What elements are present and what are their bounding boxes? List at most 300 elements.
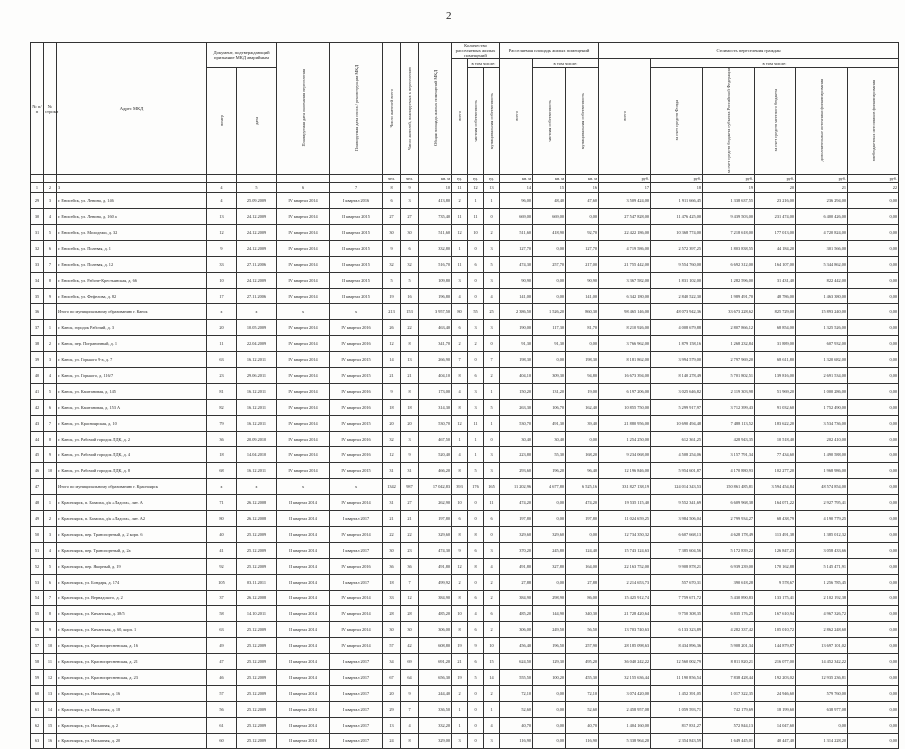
table-cell: 691,20 [419,654,452,670]
table-row [31,622,899,638]
table-cell: 11 [452,183,468,193]
table-cell [44,304,57,320]
table-cell: 0,00 [848,447,899,463]
table-cell: 63 [31,733,44,749]
table-cell: 27 [401,209,419,225]
table-cell: IV квартал 2015 [330,415,383,431]
table-cell: 9 [44,288,57,304]
table-cell: 25.12.2009 [237,542,277,558]
table-cell: 608,80 [419,638,452,654]
header-demolition-date: Планируемая дата сноса / реконструкции МКД [330,43,383,175]
table-cell: г. Канск, ул. Рабочий городок ЛДК, д. 4 [57,447,207,463]
table-cell: 0,00 [566,336,599,352]
table-cell: 16.12.2011 [237,383,277,399]
table-cell: 49 [31,511,44,527]
table-cell: 1 989 491,70 [703,288,755,304]
table-cell: 11 [484,495,500,511]
table-cell: 491,80 [419,558,452,574]
table-cell: 3 367 582,00 [599,272,651,288]
header-plan-date: Планируемая дата окончания переселения [277,43,330,175]
table-cell: 213 [383,304,401,320]
table-cell: I квартал 2017 [330,511,383,527]
table-cell: 0,00 [848,685,899,701]
table-cell: 30,40 [500,431,533,447]
table-cell: 47,60 [566,193,599,209]
table-cell: 262,90 [419,495,452,511]
table-cell: 17 [207,288,237,304]
table-cell: 1 [468,447,484,463]
table-cell: 1 256 785,45 [796,574,848,590]
table-cell: 0 [468,272,484,288]
table-cell: 40,70 [500,717,533,733]
table-cell: 8 [401,733,419,749]
table-cell: 516,70 [419,256,452,272]
table-cell: 266,90 [419,352,452,368]
table-row [31,383,899,399]
table-cell: г. Красноярск, ул. Кичанская, д. 38/5 [57,606,207,622]
table-cell: 90,90 [566,272,599,288]
table-cell: 3 157 791,34 [703,447,755,463]
table-cell: 6 [468,590,484,606]
table-cell: IV квартал 2014 [277,288,330,304]
table-cell: 22 [401,526,419,542]
table-cell: 81 [207,383,237,399]
table-cell: 18 199,60 [755,701,796,717]
table-cell: 71 [207,495,237,511]
table-cell: г. Канск, пер. Пограничный, д. 1 [57,336,207,352]
table-cell: 8 [44,272,57,288]
table-cell: 1 [484,383,500,399]
table-cell: 6 [44,399,57,415]
table-cell: чел. [401,175,419,183]
table-cell: 0,00 [533,733,566,749]
table-cell: 499,92 [419,574,452,590]
table-cell: 3 [401,193,419,209]
table-cell: 47 [31,479,44,495]
table-cell: 24.12.2009 [237,272,277,288]
table-cell: 3 [452,272,468,288]
table-cell: IV квартал 2014 [277,415,330,431]
table-row [31,256,899,272]
table-cell: 467,50 [419,431,452,447]
table-cell: 393 [452,479,468,495]
table-cell: 485,20 [500,606,533,622]
table-cell: 306,00 [500,622,533,638]
table-cell: 4 [452,383,468,399]
table-cell: 72,10 [500,685,533,701]
table-cell: 55 [468,304,484,320]
table-cell: x [330,479,383,495]
table-cell: 329,60 [500,526,533,542]
table-cell: 0,00 [848,415,899,431]
table-cell: г. Красноярск, п. Базаиха, д/к «Ладога», лит. А [57,495,207,511]
table-cell: г. Красноярск, ул. Насыпная, д. 20 [57,733,207,749]
table-cell: 63 [207,352,237,368]
table-cell: 8 [383,183,401,193]
table-cell: г. Енисейск, ул. Молодежи, д. 32 [57,225,207,241]
table-cell: 1 282 596,00 [703,272,755,288]
table-body [31,175,899,749]
table-cell: 15 [484,654,500,670]
table-cell: 100,20 [533,669,566,685]
table-cell: 9 [383,240,401,256]
table-cell: 5 430 890,83 [703,590,755,606]
table-cell: 21 728 420,64 [599,606,651,622]
table-cell: Итого по муниципальному образованию г. Канск [57,304,207,320]
table-cell: 5 908 201,34 [703,638,755,654]
table-cell: 9 [44,447,57,463]
table-cell: 5 344 862,00 [796,256,848,272]
header-cost: Стоимость переселения граждан [599,43,899,59]
table-cell: кв. м [566,175,599,183]
table-row [31,542,899,558]
table-cell: 126 847,23 [755,542,796,558]
table-cell: II квартал 2015 [330,256,383,272]
table-cell: 11 [452,209,468,225]
table-cell: 7 [484,352,500,368]
table-cell: 5 338 964,20 [599,733,651,749]
table-cell: 10 690 494,48 [651,415,703,431]
table-cell: 4 282 337,42 [703,622,755,638]
table-cell: IV квартал 2014 [277,352,330,368]
table-cell: 236 294,00 [796,193,848,209]
header-address: Адрес МКД [57,43,207,175]
table-cell: 55,30 [533,447,566,463]
table-cell: 13 [207,209,237,225]
table-cell: 15 425 912,74 [599,590,651,606]
table-cell: I квартал 2017 [330,685,383,701]
table-cell: 2 [484,225,500,241]
table-cell: II квартал 2014 [277,638,330,654]
table-cell: 16 [44,733,57,749]
table-cell: IV квартал 2014 [277,383,330,399]
header-rooms-incl: в том числе: [468,59,500,68]
table-cell: 1 059 593,71 [651,701,703,717]
table-cell: 91,30 [533,336,566,352]
table-cell: 27 [383,209,401,225]
table-cell: 245,80 [533,542,566,558]
table-cell: 0,00 [533,288,566,304]
table-cell: г. Енисейск, ул. Ленина, д. 160 а [57,209,207,225]
table-cell: 0 [484,336,500,352]
table-cell: 94,80 [566,368,599,384]
table-cell: 144,90 [533,606,566,622]
table-cell: 511,60 [419,225,452,241]
table-cell: 0 [484,526,500,542]
table-cell: 39 [31,352,44,368]
table-cell: г. Красноярск, ул. Краснопресненская, д. 21 [57,654,207,670]
table-cell: 36 040 242,22 [599,654,651,670]
table-cell: 16 [401,288,419,304]
table-cell: 293,60 [500,463,533,479]
table-cell: руб. [755,175,796,183]
table-cell: I квартал 2017 [330,574,383,590]
table-cell: 263,30 [500,399,533,415]
table-cell: 1 463 380,00 [796,288,848,304]
table-cell: I квартал 2017 [330,717,383,733]
table-cell: 4 [468,606,484,622]
table-cell: 332,20 [419,717,452,733]
table-cell: x [207,479,237,495]
table-cell: 64 [401,669,419,685]
table-cell: 80 [207,511,237,527]
table-cell: г. Канск, ул. Горького, д. 116/7 [57,368,207,384]
table-cell: 21 755 442,00 [599,256,651,272]
table-cell: 25.12.2009 [237,669,277,685]
table-cell: 8 181 862,00 [599,352,651,368]
table-cell: 0,00 [848,272,899,288]
table-cell: 463,40 [419,320,452,336]
table-cell: II квартал 2015 [330,225,383,241]
table-cell: 57 [383,638,401,654]
table-cell: 197,80 [500,511,533,527]
table-cell: 16 673 394,00 [599,368,651,384]
table-cell [44,479,57,495]
table-cell: 370,20 [500,542,533,558]
table-cell: IV квартал 2016 [330,558,383,574]
table-cell: 1 [468,431,484,447]
table-cell: 3 025 646,82 [651,383,703,399]
table-row [31,463,899,479]
table-cell: 60 [31,685,44,701]
table-cell: 3 509 424,00 [599,193,651,209]
table-cell: 22 422 186,00 [599,225,651,241]
table-cell: 56 [207,701,237,717]
table-cell: 10.05.2009 [237,320,277,336]
table-cell: 9 [401,183,419,193]
table-cell: 22 163 752,00 [599,558,651,574]
table-cell: 340,30 [566,606,599,622]
table-cell: 6 525,16 [566,479,599,495]
header-document: Документ, подтверждающий признание МКД аварийным [207,43,277,68]
header-cost-total: всего [599,59,651,175]
table-cell: 45 [31,447,44,463]
table-cell: 1 338 637,55 [703,193,755,209]
table-cell: 11 [468,415,484,431]
table-cell: 26.12.2008 [237,495,277,511]
table-cell: г. Енисейск, ул. Полевая, д. 1 [57,240,207,256]
table-cell: 22 [848,183,899,193]
table-cell: x [277,304,330,320]
table-cell: 37 [207,590,237,606]
table-cell: 18 [383,399,401,415]
table-cell: 15 743 124,63 [599,542,651,558]
table-cell: 44 [31,431,44,447]
table-cell: 56,50 [566,622,599,638]
table-cell: 27,88 [500,574,533,590]
table-cell: 7 218 618,00 [703,225,755,241]
table-cell: 0,00 [848,240,899,256]
table-cell: I квартал 2016 [330,193,383,209]
table-cell: 3 [44,526,57,542]
table-cell: 197,80 [566,511,599,527]
table-cell: кв. м [533,175,566,183]
table-cell: 7 488 113,52 [703,415,755,431]
table-cell: 63 [207,622,237,638]
table-cell: г. Красноярск, пер. Транспортный, д. 2 корп. 6 [57,526,207,542]
table-cell: 20.09.2010 [237,431,277,447]
table-cell: 57 [31,638,44,654]
table-cell: 31 [31,225,44,241]
table-cell: 822 442,00 [796,272,848,288]
table-cell: 2 102 192,38 [796,590,848,606]
table-cell: 7 [44,590,57,606]
table-cell: IV квартал 2014 [330,526,383,542]
table-cell: 309,30 [533,368,566,384]
table-cell: 4 008 679,88 [651,320,703,336]
table-cell: 25.12.2009 [237,701,277,717]
table-row [31,431,899,447]
table-cell: 0,00 [848,526,899,542]
table-cell: 466,20 [419,463,452,479]
header-area: Расселяемая площадь жилых помещений [500,43,599,59]
table-cell: 105 010,72 [755,622,796,638]
table-row [31,399,899,415]
table-cell: II квартал 2014 [277,526,330,542]
table-cell: 91,30 [500,336,533,352]
table-cell: 2 [44,183,57,193]
table-cell: 1 404 160,00 [599,717,651,733]
table-cell: 10 [44,638,57,654]
table-cell: г. Канск, ул. Каштановая, д. 145 [57,383,207,399]
table-cell: 22 [401,320,419,336]
table-row [31,209,899,225]
table-cell: 164 107,00 [755,256,796,272]
table-cell: г. Красноярск, ул. Краснопресненская, д. 16 [57,638,207,654]
table-cell: 24.12.2009 [237,209,277,225]
table-cell: 81,70 [566,320,599,336]
header-rooms-muni: муниципальная собственность [484,68,500,175]
table-cell: 25.12.2009 [237,733,277,749]
table-cell: 0,00 [533,495,566,511]
table-cell: 202 410,00 [796,431,848,447]
table-cell: 1 320 682,00 [796,352,848,368]
table-cell: 21 [383,511,401,527]
table-cell: 42 [31,399,44,415]
table-cell: 21 [401,511,419,527]
table-cell: 4 [44,209,57,225]
table-cell: 6 400 426,00 [796,209,848,225]
table-cell: 1 752 490,00 [796,399,848,415]
table-cell: 5 [44,383,57,399]
table-cell: 4 [452,288,468,304]
table-cell: 10 518,40 [755,431,796,447]
table-cell: 5 [383,272,401,288]
table-cell: 28 [401,606,419,622]
table-cell: 14 [44,701,57,717]
table-cell: ед. [452,175,468,183]
table-row [31,558,899,574]
table-cell: 9 554 760,00 [651,256,703,272]
table-cell: 0 [484,209,500,225]
table-cell: IV квартал 2014 [330,606,383,622]
table-cell: 153 [401,304,419,320]
table-cell: 164,00 [566,558,599,574]
table-cell: 7 385 604,56 [651,542,703,558]
table-cell: 31 889,00 [755,336,796,352]
table-cell: 10 [44,463,57,479]
table-cell: г. Красноярск, ул. Вернадского, д. 2 [57,590,207,606]
table-cell: 0,00 [566,431,599,447]
table-cell: IV квартал 2015 [330,352,383,368]
table-cell: 0,00 [533,717,566,733]
table-cell: 56 [31,622,44,638]
table-cell: 10 [484,638,500,654]
table-cell: 40 [31,368,44,384]
table-cell: г. Красноярск, ул. Краснопресненская, д. 23 [57,669,207,685]
table-cell: 9 [401,685,419,701]
table-cell: 31 [383,463,401,479]
table-cell: 390 618,28 [703,574,755,590]
table-cell: 0 [468,288,484,304]
table-cell: 3 [484,240,500,256]
table-cell: 0,00 [848,431,899,447]
total-row [31,304,899,320]
table-row [31,685,899,701]
table-cell: 10 855 750,00 [599,399,651,415]
table-cell: 173,00 [419,383,452,399]
table-cell: 48 [31,495,44,511]
table-cell: 22.04.2009 [237,336,277,352]
table-cell: 579 760,00 [796,685,848,701]
table-cell: 3 [468,399,484,415]
table-cell: 29 [31,193,44,209]
table-cell: 14.04.2010 [237,447,277,463]
table-cell: 25.12.2009 [237,622,277,638]
table-cell: 25.12.2009 [237,638,277,654]
table-cell: 18 [207,447,237,463]
table-cell: 0,00 [848,574,899,590]
table-cell: 742 179,69 [703,701,755,717]
table-cell: 127,70 [566,240,599,256]
table-cell: 40,70 [566,717,599,733]
table-row [31,701,899,717]
table-cell: 42 [401,638,419,654]
table-cell: 428 943,35 [703,431,755,447]
table-cell: 27.11.2006 [237,256,277,272]
table-cell: IV квартал 2014 [277,240,330,256]
table-cell: 190,00 [500,320,533,336]
table-cell: 511,60 [500,225,533,241]
table-cell: 5 [44,558,57,574]
table-cell: 39,40 [566,415,599,431]
table-cell: 6 [277,183,330,193]
table-cell: 5 701 802,51 [703,368,755,384]
table-cell: 0,00 [533,352,566,368]
table-cell: 0,00 [848,352,899,368]
table-cell: 4 [484,558,500,574]
table-cell: 2 [484,685,500,701]
table-cell: 6 [452,320,468,336]
table-cell: 30,40 [533,431,566,447]
table-cell: 0,00 [848,590,899,606]
table-cell: 0,00 [848,479,899,495]
table-cell: 3 [44,193,57,209]
table-cell: 0 [468,733,484,749]
table-cell: руб. [703,175,755,183]
table-cell: 384,90 [419,590,452,606]
table-cell: 24 [383,733,401,749]
table-cell: 105 [207,574,237,590]
table-cell: 7 [401,574,419,590]
table-cell: 68 [207,463,237,479]
table-cell: 11 476 425,00 [651,209,703,225]
table-cell: 5 145 471,91 [796,558,848,574]
header-cost-extra: дополнительные источники финансирования [796,68,848,175]
table-cell: 557 670,31 [651,574,703,590]
table-cell: 0,00 [848,463,899,479]
table-cell: 0,00 [848,654,899,670]
